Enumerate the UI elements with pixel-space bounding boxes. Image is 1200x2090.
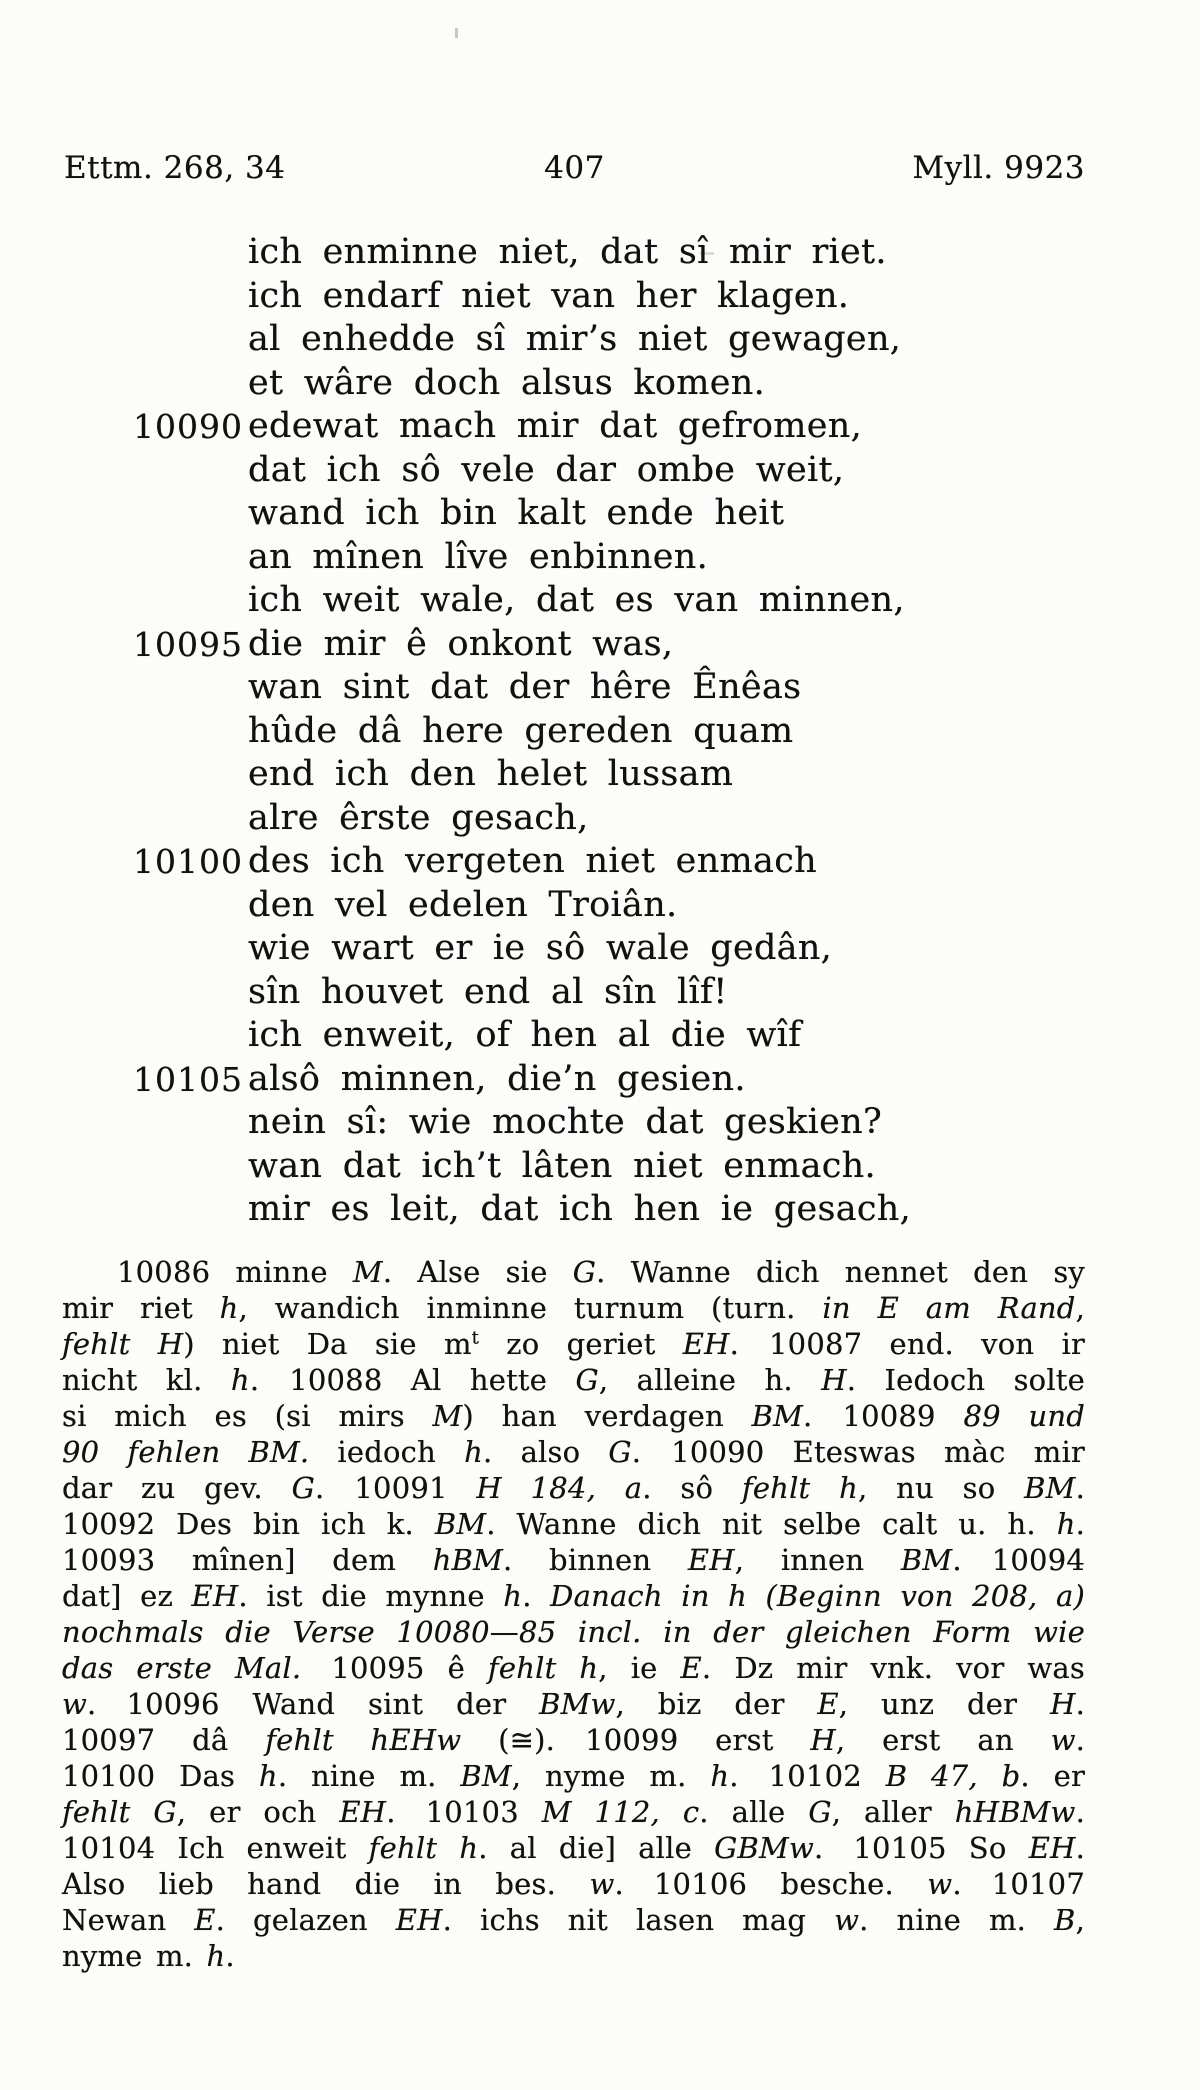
verse-line (0, 840, 1200, 884)
siglum-or-editorial-note: fehlt h (487, 1651, 599, 1685)
siglum-or-editorial-note: H 184, a (476, 1471, 643, 1505)
apparatus-text: , erst an (835, 1723, 1051, 1757)
siglum-or-editorial-note: 89 und (963, 1399, 1085, 1433)
apparatus-text: . Iedoch solte (846, 1363, 1086, 1397)
siglum-or-editorial-note: B (1054, 1903, 1076, 1937)
apparatus-line (62, 1722, 1085, 1758)
apparatus-text: , alleine h. (598, 1363, 822, 1397)
verse-number: 10105 (133, 1059, 243, 1099)
verse-line (0, 362, 1200, 406)
siglum-or-editorial-note: hBM (432, 1543, 504, 1577)
siglum-or-editorial-note: EH (1028, 1831, 1076, 1865)
verse-block (0, 231, 1200, 1232)
apparatus-text: (≅). (461, 1723, 556, 1757)
verse-number: 10100 (133, 842, 243, 881)
apparatus-line (62, 1434, 1085, 1470)
siglum-or-editorial-note: EH (339, 1795, 387, 1829)
verse-text: wan sint dat der hêre Ênêas (248, 667, 802, 707)
verse-text: hûde dâ here gereden quam (248, 710, 794, 751)
apparatus-text: ) han verdagen (462, 1399, 752, 1433)
siglum-or-editorial-note: H (1050, 1687, 1076, 1721)
siglum-or-editorial-note: BM (460, 1759, 512, 1793)
siglum-or-editorial-note: h (464, 1435, 484, 1469)
apparatus-text: 10100 Das (62, 1759, 259, 1793)
apparatus-text: , unz der (838, 1687, 1051, 1721)
verse-text: des ich vergeten niet enmach (248, 841, 817, 881)
apparatus-text: 10088 Al hette (289, 1363, 576, 1397)
siglum-or-editorial-note: EH (687, 1543, 735, 1577)
apparatus-line (62, 1506, 1085, 1542)
apparatus-text: . (729, 1759, 739, 1793)
siglum-or-editorial-note: w (62, 1687, 88, 1721)
siglum-or-editorial-note: M 112, c (541, 1795, 700, 1829)
apparatus-text: . alle (699, 1795, 809, 1829)
apparatus-text: . er (1020, 1759, 1086, 1793)
apparatus-text: 10106 besche. (653, 1867, 928, 1901)
verse-line (0, 1145, 1200, 1189)
apparatus-text: 10097 dâ (62, 1723, 266, 1757)
apparatus-text: 10095 ê (331, 1651, 488, 1685)
siglum-or-editorial-note: B 47, b (885, 1759, 1021, 1793)
siglum-or-editorial-note: fehlt G (62, 1795, 177, 1829)
apparatus-text: . (87, 1687, 97, 1721)
apparatus-text: . binnen (503, 1543, 688, 1577)
siglum-or-editorial-note: h (503, 1579, 523, 1613)
apparatus-line (62, 1542, 1085, 1578)
siglum-or-editorial-note: BM (1024, 1471, 1076, 1505)
verse-text: wie wart er ie sô wale gedân, (248, 928, 833, 968)
edition-reference-right: Myll. 9923 (912, 150, 1086, 186)
verse-line (0, 1101, 1200, 1145)
verse-text: den vel edelen Troiân. (248, 884, 678, 925)
siglum-or-editorial-note: h (219, 1291, 239, 1325)
siglum-or-editorial-note: E (680, 1651, 702, 1685)
verse-line (0, 1058, 1200, 1102)
apparatus-text: . (1075, 1795, 1085, 1829)
apparatus-text: 10086 minne (117, 1255, 353, 1289)
siglum-or-editorial-note: h (230, 1363, 250, 1397)
siglum-or-editorial-note: w (834, 1903, 860, 1937)
siglum-or-editorial-note: Danach in h (Beginn von 208, a) (550, 1579, 1085, 1613)
apparatus-text: , biz der (615, 1687, 818, 1721)
siglum-or-editorial-note: w (927, 1867, 953, 1901)
verse-line (0, 1188, 1200, 1232)
siglum-or-editorial-note: H (810, 1723, 836, 1757)
apparatus-text: . sô (642, 1471, 742, 1505)
apparatus-text: 10096 Wand sint der (126, 1687, 540, 1721)
siglum-or-editorial-note: G (572, 1255, 597, 1289)
apparatus-text: . ist die mynne (238, 1579, 504, 1613)
apparatus-text: . (1075, 1831, 1085, 1865)
apparatus-text: . Wanne dich nit selbe calt u. h. (486, 1507, 1057, 1541)
apparatus-line (62, 1470, 1085, 1506)
apparatus-text: , aller (831, 1795, 955, 1829)
apparatus-text: 10089 (842, 1399, 964, 1433)
apparatus-text: , nyme m. (511, 1759, 711, 1793)
edition-reference-left: Ettm. 268, 34 (64, 150, 286, 186)
siglum-or-editorial-note: fehlt h (741, 1471, 859, 1505)
verse-line (0, 492, 1200, 536)
siglum-or-editorial-note: BM (751, 1399, 804, 1433)
verse-line (0, 927, 1200, 971)
siglum-or-editorial-note: h (206, 1939, 226, 1973)
siglum-or-editorial-note: H (821, 1363, 847, 1397)
apparatus-text: . (1075, 1507, 1085, 1541)
apparatus-text: . al die] alle (478, 1831, 715, 1865)
apparatus-text: zo geriet (479, 1327, 683, 1361)
apparatus-text: iedoch (309, 1435, 465, 1469)
apparatus-text: , wandich inminne turnum (turn. (238, 1291, 823, 1325)
verse-line (0, 449, 1200, 493)
apparatus-line (62, 1758, 1085, 1794)
siglum-or-editorial-note: EH (682, 1327, 730, 1361)
siglum-or-editorial-note: GBMw (714, 1831, 814, 1865)
apparatus-text: . Dz mir vnk. vor was (701, 1651, 1085, 1685)
apparatus-text: . (249, 1363, 260, 1397)
apparatus-line (62, 1830, 1085, 1866)
siglum-or-editorial-note: E (817, 1687, 839, 1721)
apparatus-text: nicht kl. (62, 1363, 231, 1397)
apparatus-text: . (631, 1435, 642, 1469)
verse-number: 10095 (133, 624, 243, 664)
siglum-or-editorial-note: nochmals die Verse 10080—85 incl. in der gleichen Form wie (62, 1615, 1085, 1649)
verse-text: wan dat ich’t lâten niet enmach. (248, 1145, 876, 1186)
apparatus-line (62, 1866, 1085, 1902)
siglum-or-editorial-note: h (710, 1759, 730, 1793)
verse-line (0, 231, 1200, 275)
siglum-or-editorial-note: 90 fehlen BM. (62, 1435, 310, 1469)
apparatus-text: mir riet (62, 1291, 220, 1325)
apparatus-block (62, 1254, 1085, 1974)
apparatus-text: nyme m. (62, 1939, 207, 1973)
scan-artifact (455, 28, 458, 38)
apparatus-line (62, 1902, 1085, 1938)
siglum-or-editorial-note: BM (434, 1507, 487, 1541)
verse-line (0, 710, 1200, 754)
siglum-or-editorial-note: EH (395, 1903, 443, 1937)
siglum-or-editorial-note: M (352, 1255, 383, 1289)
apparatus-text: si mich es (si mirs (62, 1399, 433, 1433)
apparatus-text: , (1075, 1291, 1085, 1325)
apparatus-text (472, 1327, 479, 1361)
apparatus-text: . (729, 1327, 740, 1361)
verse-text: sîn houvet end al sîn lîf! (248, 971, 728, 1012)
apparatus-text: 10094 (991, 1543, 1086, 1577)
apparatus-text: 10090 Eteswas màc mir (671, 1435, 1085, 1469)
verse-text: al enhedde sî mir’s niet gewagen, (248, 319, 902, 359)
apparatus-text: . (522, 1579, 551, 1613)
verse-text: edewat mach mir dat gefromen, (248, 406, 863, 446)
apparatus-text: 10103 (425, 1795, 542, 1829)
apparatus-text: . (314, 1471, 325, 1505)
apparatus-line (62, 1290, 1085, 1326)
verse-text: die mir ê onkont was, (248, 623, 674, 664)
siglum-or-editorial-note: w (589, 1867, 615, 1901)
apparatus-text: . nine m. (859, 1903, 1055, 1937)
verse-text: ich enminne niet, dat sî mir riet. (248, 232, 887, 272)
verse-text: end ich den helet lussam (248, 754, 734, 794)
siglum-or-editorial-note: w (1050, 1723, 1076, 1757)
verse-line (0, 275, 1200, 319)
apparatus-text: . (1075, 1471, 1085, 1505)
siglum-or-editorial-note: fehlt hEHw (265, 1723, 462, 1757)
apparatus-line (62, 1362, 1085, 1398)
apparatus-text: Newan (62, 1903, 195, 1937)
apparatus-text: , innen (734, 1543, 901, 1577)
apparatus-text: . (952, 1543, 962, 1577)
apparatus-line (62, 1650, 1085, 1686)
apparatus-line (62, 1614, 1085, 1650)
verse-line (0, 1014, 1200, 1058)
apparatus-text: . (1075, 1687, 1085, 1721)
apparatus-text: . (614, 1867, 624, 1901)
verse-text: mir es leit, dat ich hen ie gesach, (248, 1189, 912, 1229)
superscript-abbreviation: t (471, 1327, 480, 1349)
verse-text: et wâre doch alsus komen. (248, 362, 766, 403)
apparatus-text: . Wanne dich nennet den sy (596, 1255, 1085, 1289)
siglum-or-editorial-note: fehlt H (62, 1327, 184, 1361)
siglum-or-editorial-note: G (608, 1435, 632, 1469)
apparatus-line (62, 1398, 1085, 1434)
apparatus-line (62, 1938, 1085, 1974)
apparatus-text: 10087 end. von ir (769, 1327, 1085, 1361)
siglum-or-editorial-note: h (258, 1759, 278, 1793)
verse-line (0, 318, 1200, 362)
apparatus-text: . (803, 1399, 813, 1433)
apparatus-text: 10091 (354, 1471, 477, 1505)
verse-line (0, 405, 1200, 449)
apparatus-line (62, 1578, 1085, 1614)
apparatus-text: 10105 So (853, 1831, 1029, 1865)
siglum-or-editorial-note: G (808, 1795, 832, 1829)
apparatus-text: . Alse sie (382, 1255, 573, 1289)
verse-line (0, 971, 1200, 1015)
siglum-or-editorial-note: BM (900, 1543, 953, 1577)
apparatus-text: ) niet Da sie m (183, 1327, 472, 1361)
apparatus-line (62, 1254, 1085, 1290)
apparatus-text: , ie (598, 1651, 681, 1685)
apparatus-text: . nine m. (277, 1759, 461, 1793)
verse-line (0, 797, 1200, 841)
verse-text: alre êrste gesach, (248, 797, 589, 838)
verse-line (0, 579, 1200, 623)
verse-line (0, 753, 1200, 797)
apparatus-line (62, 1326, 1085, 1362)
verse-text: dat ich sô vele dar ombe weit, (248, 449, 845, 490)
apparatus-text: . (1075, 1723, 1086, 1757)
apparatus-text: 10102 (768, 1759, 886, 1793)
apparatus-text: , er och (176, 1795, 340, 1829)
running-head (64, 150, 1085, 186)
siglum-or-editorial-note: M (432, 1399, 463, 1433)
verse-text: ich weit wale, dat es van minnen, (248, 580, 905, 620)
verse-text: ich enweit, of hen al die wîf (248, 1015, 802, 1055)
apparatus-text: . (225, 1939, 235, 1973)
siglum-or-editorial-note: G (575, 1363, 599, 1397)
siglum-or-editorial-note: E (194, 1903, 216, 1937)
apparatus-text: , nu so (858, 1471, 1025, 1505)
apparatus-text: 10104 Ich enweit (62, 1831, 369, 1865)
page-number: 407 (544, 150, 605, 186)
apparatus-text: 10092 Des bin ich k. (62, 1507, 435, 1541)
apparatus-text: dar zu gev. (62, 1471, 292, 1505)
apparatus-text: , (1075, 1903, 1085, 1937)
apparatus-text: . (813, 1831, 824, 1865)
apparatus-line (62, 1686, 1085, 1722)
verse-text: nein sî: wie mochte dat geskien? (248, 1102, 883, 1142)
apparatus-text: 10107 (991, 1867, 1085, 1901)
apparatus-text: . (952, 1867, 962, 1901)
apparatus-text: 10093 mînen] dem (62, 1543, 433, 1577)
siglum-or-editorial-note: in E am Rand (822, 1291, 1076, 1325)
apparatus-text: dat] ez (62, 1579, 192, 1613)
siglum-or-editorial-note: BMw (539, 1687, 616, 1721)
apparatus-text: Also lieb hand die in bes. (62, 1867, 590, 1901)
siglum-or-editorial-note: das erste Mal. (62, 1651, 302, 1685)
siglum-or-editorial-note: G (291, 1471, 315, 1505)
apparatus-text: . (386, 1795, 396, 1829)
verse-text: an mînen lîve enbinnen. (248, 536, 709, 577)
siglum-or-editorial-note: EH (191, 1579, 239, 1613)
siglum-or-editorial-note: fehlt h (368, 1831, 479, 1865)
apparatus-text: . gelazen (215, 1903, 396, 1937)
verse-number: 10090 (133, 407, 243, 446)
verse-line (0, 536, 1200, 580)
verse-line (0, 623, 1200, 667)
verse-text: ich endarf niet van her klagen. (248, 275, 850, 316)
apparatus-text: . ichs nit lasen mag (442, 1903, 835, 1937)
verse-line (0, 666, 1200, 710)
verse-text: wand ich bin kalt ende heit (248, 493, 785, 533)
apparatus-text: . also (483, 1435, 609, 1469)
siglum-or-editorial-note: hHBMw (954, 1795, 1076, 1829)
siglum-or-editorial-note: h (1056, 1507, 1076, 1541)
verse-text: alsô minnen, die’n gesien. (248, 1058, 746, 1099)
apparatus-line (62, 1794, 1085, 1830)
verse-line (0, 884, 1200, 928)
apparatus-text: 10099 erst (585, 1723, 811, 1757)
